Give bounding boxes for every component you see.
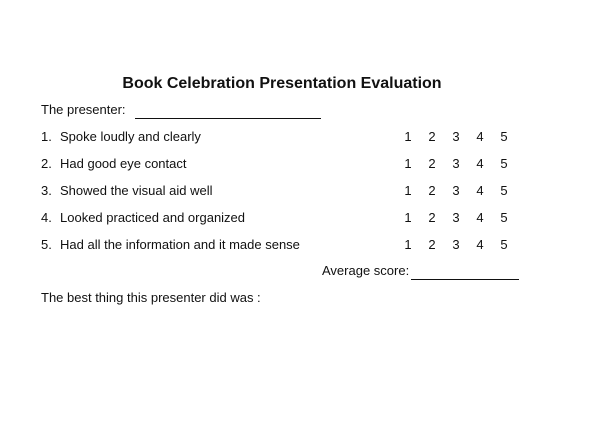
presenter-name-blank[interactable] [135, 105, 321, 119]
rating-scale [396, 182, 516, 200]
rating-option[interactable]: 2 [428, 156, 436, 171]
rating-option[interactable]: 5 [500, 210, 508, 225]
form-title: Book Celebration Presentation Evaluation [122, 75, 442, 92]
rating-scale [396, 155, 516, 173]
criterion-text: Showed the visual aid well [60, 183, 213, 198]
criterion-text: Had good eye contact [60, 156, 187, 171]
criterion-number: 5. [41, 237, 52, 252]
rating-option[interactable]: 4 [476, 156, 484, 171]
rating-option[interactable]: 3 [452, 129, 460, 144]
criterion-number: 4. [41, 210, 52, 225]
rating-option[interactable]: 1 [404, 237, 412, 252]
presenter-label: The presenter: [41, 102, 126, 117]
criterion-number: 1. [41, 129, 52, 144]
criterion-number: 3. [41, 183, 52, 198]
rating-scale [396, 209, 516, 227]
rating-option[interactable]: 2 [428, 237, 436, 252]
criterion-row [41, 182, 521, 209]
rating-option[interactable]: 5 [500, 183, 508, 198]
average-score-label: Average score: [322, 263, 410, 278]
rating-option[interactable]: 3 [452, 183, 460, 198]
rating-scale [396, 236, 516, 254]
rating-option[interactable]: 1 [404, 183, 412, 198]
rating-option[interactable]: 4 [476, 183, 484, 198]
rating-option[interactable]: 4 [476, 237, 484, 252]
criterion-row [41, 155, 521, 182]
presenter-row [41, 101, 321, 119]
criterion-text: Had all the information and it made sense [60, 237, 300, 252]
rating-option[interactable]: 2 [428, 129, 436, 144]
rating-option[interactable]: 2 [428, 210, 436, 225]
criterion-text: Spoke loudly and clearly [60, 129, 201, 144]
rating-option[interactable]: 1 [404, 156, 412, 171]
criterion-row [41, 128, 521, 155]
best-thing-prompt: The best thing this presenter did was : [41, 290, 261, 305]
criterion-number: 2. [41, 156, 52, 171]
criterion-row [41, 236, 521, 263]
rating-option[interactable]: 5 [500, 156, 508, 171]
average-score-row [322, 262, 519, 280]
rating-option[interactable]: 3 [452, 156, 460, 171]
criteria-list [41, 128, 521, 263]
rating-option[interactable]: 2 [428, 183, 436, 198]
criterion-text: Looked practiced and organized [60, 210, 246, 225]
rating-option[interactable]: 1 [404, 210, 412, 225]
rating-option[interactable]: 5 [500, 237, 508, 252]
average-score-blank[interactable] [411, 266, 519, 280]
rating-option[interactable]: 1 [404, 129, 412, 144]
rating-option[interactable]: 4 [476, 210, 484, 225]
criterion-row [41, 209, 521, 236]
rating-option[interactable]: 3 [452, 237, 460, 252]
rating-option[interactable]: 5 [500, 129, 508, 144]
rating-option[interactable]: 4 [476, 129, 484, 144]
rating-scale [396, 128, 516, 146]
rating-option[interactable]: 3 [452, 210, 460, 225]
